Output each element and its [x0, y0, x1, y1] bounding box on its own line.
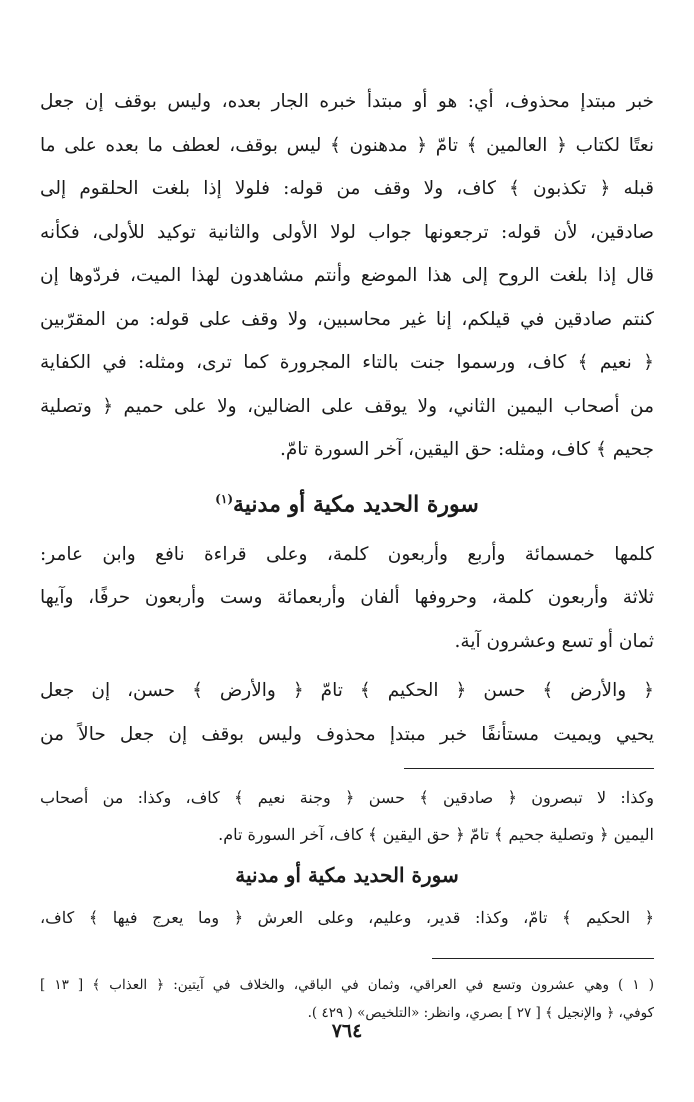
- text-line: خبر مبتدإ محذوف، أي: هو أو مبتدأ خبره الجار بعده، وليس بوقف إن جعل: [40, 91, 654, 112]
- commentary-heading: سورة الحديد مكية أو مدنية: [235, 863, 459, 888]
- text-line: صادقين، لأن قوله: ترجعونها جواب لولا الأولى والثانية توكيد للأولى، فكأنه: [40, 221, 654, 243]
- section-divider: [404, 768, 654, 769]
- main-text: [40, 80, 654, 756]
- text-line: جحيم ﴾ كاف، ومثله: حق اليقين، آخر السورة تامّ.: [279, 439, 654, 460]
- footnote-paragraph: [40, 971, 654, 1027]
- commentary-paragraph-1: [40, 779, 654, 853]
- paragraph-1: [40, 80, 654, 472]
- text-line: ﴿ الحكيم ﴾ تامّ، وكذا: قدير، وعليم، وعلى العرش ﴿ وما يعرج فيها ﴾ كاف،: [40, 908, 654, 928]
- surah-heading: [40, 480, 654, 523]
- paragraph-2: [40, 533, 654, 664]
- footnote-line: كوفي، ﴿ والإنجيل ﴾ [ ٢٧ ] بصري، وانظر: «التلخيص» ( ٤٢٩ ).: [307, 1005, 654, 1022]
- text-line: كلمها خمسمائة وأربع وأربعون كلمة، وعلى قراءة نافع وابن عامر:: [40, 543, 654, 565]
- text-line: قبله ﴿ تكذبون ﴾ كاف، ولا وقف من قوله: فلولا إذا بلغت الحلقوم إلى: [40, 178, 654, 199]
- text-line: نعتًا لكتاب ﴿ العالمين ﴾ تامّ ﴿ مدهنون ﴾ ليس بوقف، لعطف ما بعده على ما: [40, 134, 654, 156]
- footnote-divider: [432, 958, 654, 959]
- paragraph-3: [40, 669, 654, 756]
- text-line: يحيي ويميت مستأنفًا خبر مبتدإ محذوف وليس بوقف إن جعل حالاً من: [40, 723, 654, 745]
- text-line: ثمان أو تسع وعشرون آية.: [454, 630, 654, 652]
- footnote: [40, 971, 654, 1027]
- page-number: ٧٦٤: [331, 1020, 363, 1042]
- commentary-section: [40, 779, 654, 936]
- text-line: قال إذا بلغت الروح إلى هذا الموضع وأنتم مشاهدون لهذا الميت، فردّوها إن: [40, 265, 654, 286]
- text-line: من أصحاب اليمين الثاني، ولا يوقف على الضالين، ولا على حميم ﴿ وتصلية: [40, 395, 654, 417]
- footnote-line: ( ١ ) وهي عشرون وتسع في العراقي، وثمان في الباقي، والخلاف في آيتين: ﴿ العذاب ﴾ [ ١٣ ]: [40, 977, 654, 994]
- page: [40, 80, 654, 1062]
- footnote-marker: (١): [215, 491, 233, 506]
- text-line: ﴿ والأرض ﴾ حسن ﴿ الحكيم ﴾ تامّ ﴿ والأرض ﴾ حسن، إن جعل: [40, 680, 654, 702]
- commentary-paragraph-2: [40, 899, 654, 936]
- text-line: اليمين ﴿ وتصلية جحيم ﴾ تامّ ﴿ حق اليقين ﴾ كاف، آخر السورة تام.: [218, 825, 654, 845]
- text-line: ثلاثة وأربعون كلمة، وحروفها ألفان وأربعمائة وست وأربعون حرفًا، وآيها: [40, 587, 654, 609]
- text-line: ﴿ نعيم ﴾ كاف، ورسموا جنت بالتاء المجرورة كما ترى، ومثله: في الكفاية: [40, 352, 654, 373]
- text-line: كنتم صادقين في قيلكم، إنا غير محاسبين، ولا وقف على قوله: من المقرّبين: [40, 308, 654, 330]
- text-line: وكذا: لا تبصرون ﴿ صادقين ﴾ حسن ﴿ وجنة نعيم ﴾ كاف، وكذا: من أصحاب: [40, 788, 654, 808]
- surah-heading-text: سورة الحديد مكية أو مدنية: [233, 490, 479, 517]
